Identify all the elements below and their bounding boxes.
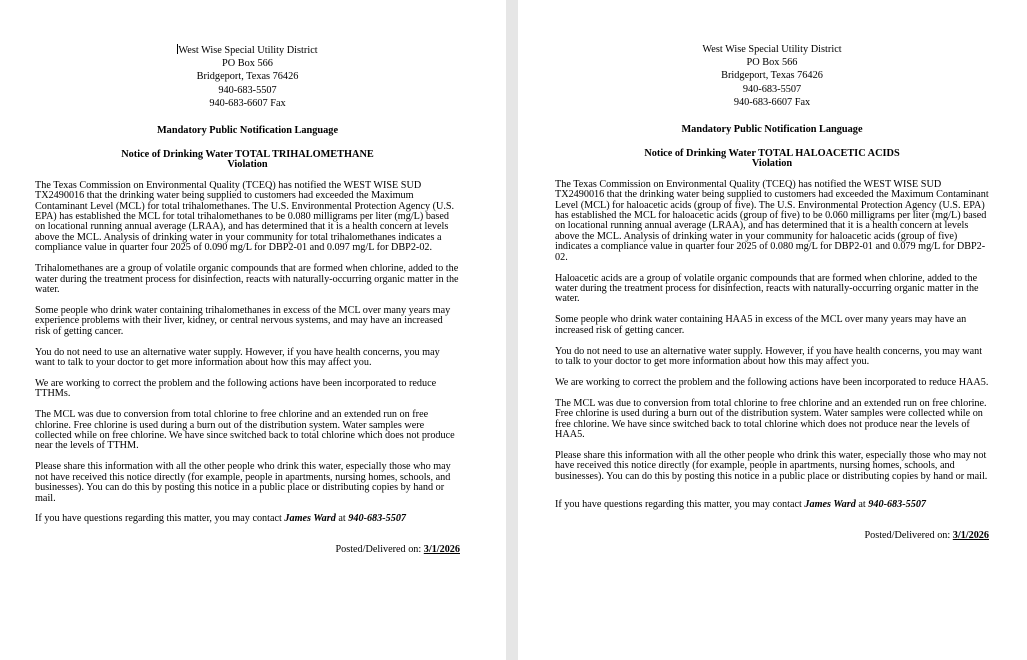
- paragraph-mcl-cause: The MCL was due to conversion from total chlorine to free chlorine and an extended run on free chlorine. Free chlorine is used during a burn out of the distribution system. Water samples were collected while on free chlorine. We have since switched back to total chlorine which does not produce near the levels of TTHM.: [35, 409, 455, 452]
- letterhead: [555, 43, 989, 109]
- phone-number: 940-683-5507: [218, 84, 277, 96]
- contact-mid: at: [855, 499, 869, 511]
- paragraph-tceq-notification: The Texas Commission on Environmental Quality (TCEQ) has notified the WEST WISE SUD TX2490016 that the drinking water being supplied to customers had exceeded the Maximum Contaminant Level (MCL) for total trihalomethanes. The U.S. Environmental Protection Agency (U.S. EPA) has established the MCL for total trihalomethanes to be 0.080 milligrams per liter (mg/L) based on locational running annual average (LRAA), and has determined that it is a health concern at levels above the MCL. Analysis of drinking water in your community for total trihalomethanes indicates a compliance value in quarter four 2025 of 0.090 mg/L for DBP2-01 and 0.097 mg/L for DBP2-02.: [35, 179, 455, 254]
- document-page-haloacetic-acids[interactable]: [518, 0, 1027, 660]
- po-box: PO Box 566: [222, 58, 273, 70]
- posted-date: 3/1/2026: [423, 543, 460, 555]
- paragraph-corrective-actions: We are working to correct the problem and the following actions have been incorporated to reduce HAA5.: [555, 376, 989, 388]
- district-name: West Wise Special Utility District: [178, 45, 318, 56]
- paragraph-health-effects: Some people who drink water containing trihalomethanes in excess of the MCL over many years may experience problems with their liver, kidney, or central nervous systems, and may have an increased risk of getting cancer.: [35, 304, 451, 337]
- posted-date: 3/1/2026: [952, 529, 989, 541]
- notice-heading: [35, 150, 460, 171]
- paragraph-contaminant-description: Haloacetic acids are a group of volatile organic compounds that are formed when chlorine, added to the water during the treatment process for disinfection, reacts with naturally-occurring organic matter in the water.: [555, 272, 979, 305]
- letterhead: [35, 44, 460, 110]
- document-title: Mandatory Public Notification Language: [156, 125, 339, 137]
- paragraph-contaminant-description: Trihalomethanes are a group of volatile organic compounds that are formed when chlorine, added to the water during the treatment process for disinfection, reacts with naturally-occurring organic matter in the water.: [35, 263, 459, 295]
- district-name: West Wise Special Utility District: [702, 44, 842, 55]
- paragraph-alternative-supply: You do not need to use an alternative water supply. However, if you have health concerns, you may want to talk to your doctor to get more information about how this may affect you.: [35, 346, 440, 369]
- notice-heading-line1: Notice of Drinking Water TOTAL HALOACETIC ACIDS: [644, 148, 900, 160]
- document-title: Mandatory Public Notification Language: [681, 124, 863, 136]
- contact-prefix: If you have questions regarding this matter, you may contact: [35, 513, 285, 525]
- posted-delivered: [555, 530, 989, 542]
- notice-heading: [555, 149, 989, 170]
- paragraph-corrective-actions: We are working to correct the problem and the following actions have been incorporated to reduce TTHMs.: [35, 377, 437, 400]
- document-page-trihalomethane[interactable]: [0, 0, 506, 660]
- paragraph-share-information: Please share this information with all the other people who drink this water, especially those who may not have received this notice directly (for example, people in apartments, nursing homes, schools, and businesses). You can do this by posting this notice in a public place or distributing copies by hand or mail.: [555, 449, 988, 482]
- paragraph-mcl-cause: The MCL was due to conversion from total chlorine to free chlorine and an extended run on free chlorine. Free chlorine is used during a burn out of the distribution system. Water samples were collected while on free chlorine. We have since switched back to total chlorine which does not produce near the levels of HAA5.: [555, 397, 987, 441]
- city-state-zip: Bridgeport, Texas 76426: [196, 71, 299, 83]
- posted-label: Posted/Delivered on:: [335, 543, 424, 555]
- contact-name: James Ward: [284, 513, 336, 525]
- notice-heading-line1: Notice of Drinking Water TOTAL TRIHALOMETHANE: [121, 149, 374, 161]
- notice-heading-line2: Violation: [751, 158, 793, 170]
- contact-line: [555, 500, 989, 510]
- contact-phone: 940-683-5507: [868, 499, 927, 511]
- contact-name: James Ward: [804, 499, 856, 511]
- contact-prefix: If you have questions regarding this matter, you may contact: [555, 499, 805, 511]
- fax-number: 940-683-6607 Fax: [209, 97, 286, 109]
- city-state-zip: Bridgeport, Texas 76426: [721, 70, 823, 82]
- phone-number: 940-683-5507: [742, 83, 802, 95]
- contact-line: [35, 514, 460, 524]
- paragraph-share-information: Please share this information with all the other people who drink this water, especially those who may not have received this notice directly (for example, people in apartments, nursing homes, schools, and businesses). You can do this by posting this notice in a public place or distributing copies by hand or mail.: [35, 461, 451, 504]
- paragraph-tceq-notification: The Texas Commission on Environmental Quality (TCEQ) has notified the WEST WISE SUD TX2490016 that the drinking water being supplied to customers had exceeded the Maximum Contaminant Level (MCL) for haloacetic acids (group of five). The U.S. Environmental Protection Agency (U.S. EPA) has established the MCL for haloacetic acids (group of five) to be 0.060 milligrams per liter (mg/L) based on locational running annual average (LRAA), and has determined that it is a health concern at levels above the MCL. Analysis of drinking water in your community for haloacetic acids (group of five) indicates a compliance value in quarter four 2025 of 0.080 mg/L for DBP2-01 and 0.079 mg/L for DBP2-02.: [555, 178, 989, 263]
- paragraph-alternative-supply: You do not need to use an alternative water supply. However, if you have health concerns, you may want to talk to your doctor to get more information about how this may affect you.: [555, 345, 983, 368]
- posted-delivered: [35, 544, 460, 556]
- paragraph-health-effects: Some people who drink water containing HAA5 in excess of the MCL over many years may have an increased risk of getting cancer.: [555, 314, 967, 336]
- notice-heading-line2: Violation: [227, 159, 268, 171]
- fax-number: 940-683-6607 Fax: [733, 96, 811, 108]
- contact-mid: at: [335, 513, 349, 525]
- contact-phone: 940-683-5507: [348, 513, 407, 525]
- posted-label: Posted/Delivered on:: [864, 529, 953, 541]
- po-box: PO Box 566: [746, 57, 798, 69]
